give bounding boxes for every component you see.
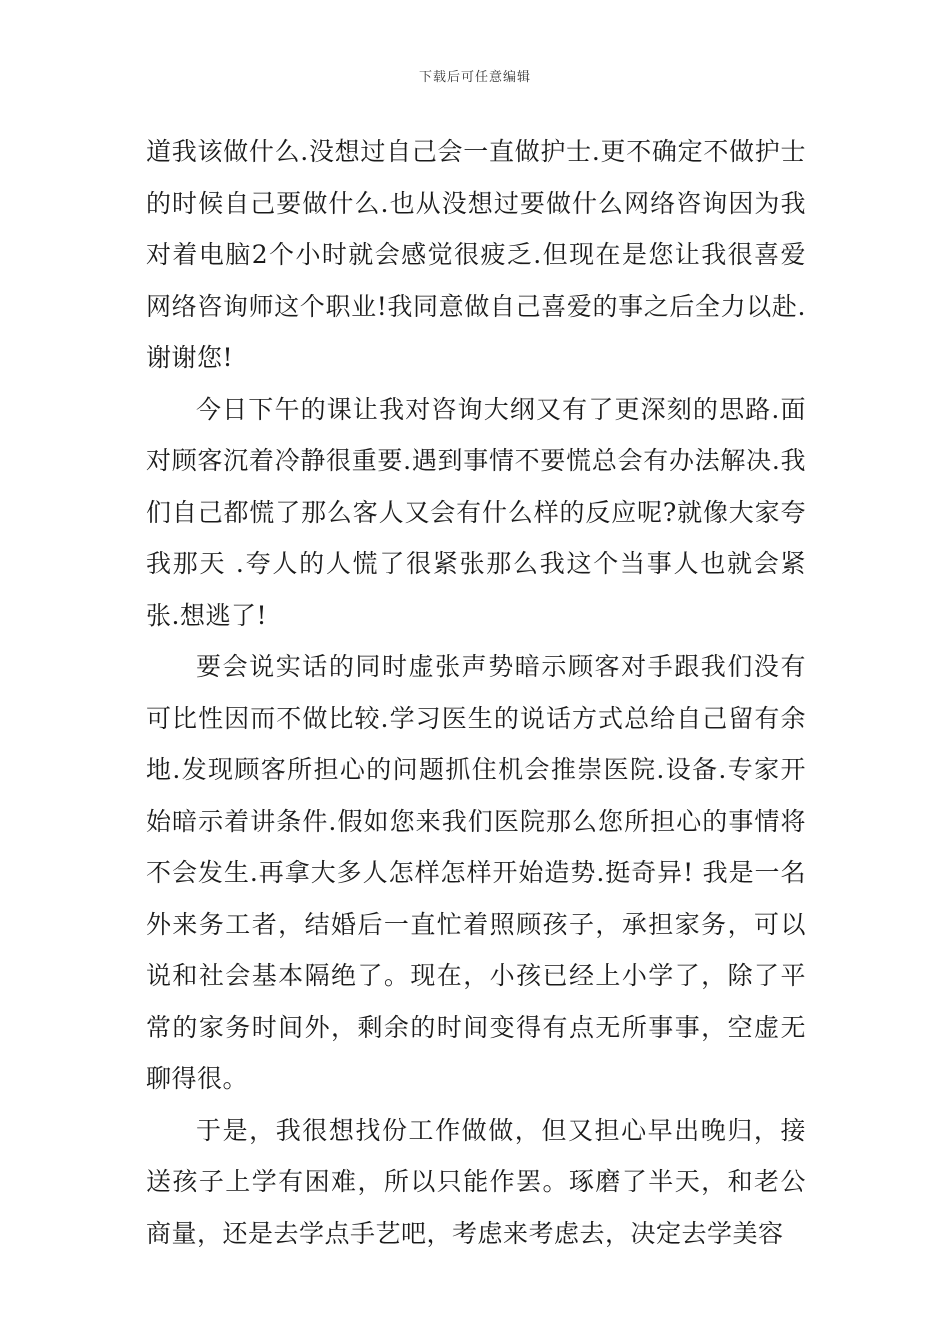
paragraph-3: 要会说实话的同时虚张声势暗示顾客对手跟我们没有可比性因而不做比较.学习医生的说话方式总给自己留有余地.发现顾客所担心的问题抓住机会推崇医院.设备.专家开始暗示着讲条件.假如您来我们医院那么您所担心的事情将不会发生.再拿大多人怎样怎样开始造势.挺奇异! 我是一名外来务工者，结婚后一直忙着照顾孩子，承担家务，可以说和社会基本隔绝了。现在，小孩已经上小学了，除了平常的家务时间外，剩余的时间变得有点无所事事，空虚无聊得很。 [146, 652, 806, 1093]
paragraph-4: 于是，我很想找份工作做做，但又担心早出晚归，接送孩子上学有困难，所以只能作罢。琢磨了半天，和老公商量，还是去学点手艺吧，考虑来考虑去，决定去学美容 [146, 1115, 806, 1248]
paragraph-2: 今日下午的课让我对咨询大纲又有了更深刻的思路.面对顾客沉着冷静很重要.遇到事情不要慌总会有办法解决.我们自己都慌了那么客人又会有什么样的反应呢?就像大家夸我那天 .夸人的人慌了很紧张那么我这个当事人也就会紧张.想逃了! [146, 394, 806, 630]
document-body [146, 126, 806, 1259]
page-header: 下载后可任意编辑 [418, 70, 531, 85]
paragraph-1: 道我该做什么.没想过自己会一直做护士.更不确定不做护士的时候自己要做什么.也从没想过要做什么网络咨询因为我对着电脑2个小时就会感觉很疲乏.但现在是您让我很喜爱网络咨询师这个职业!我同意做自己喜爱的事之后全力以赴.谢谢您! [146, 137, 806, 372]
